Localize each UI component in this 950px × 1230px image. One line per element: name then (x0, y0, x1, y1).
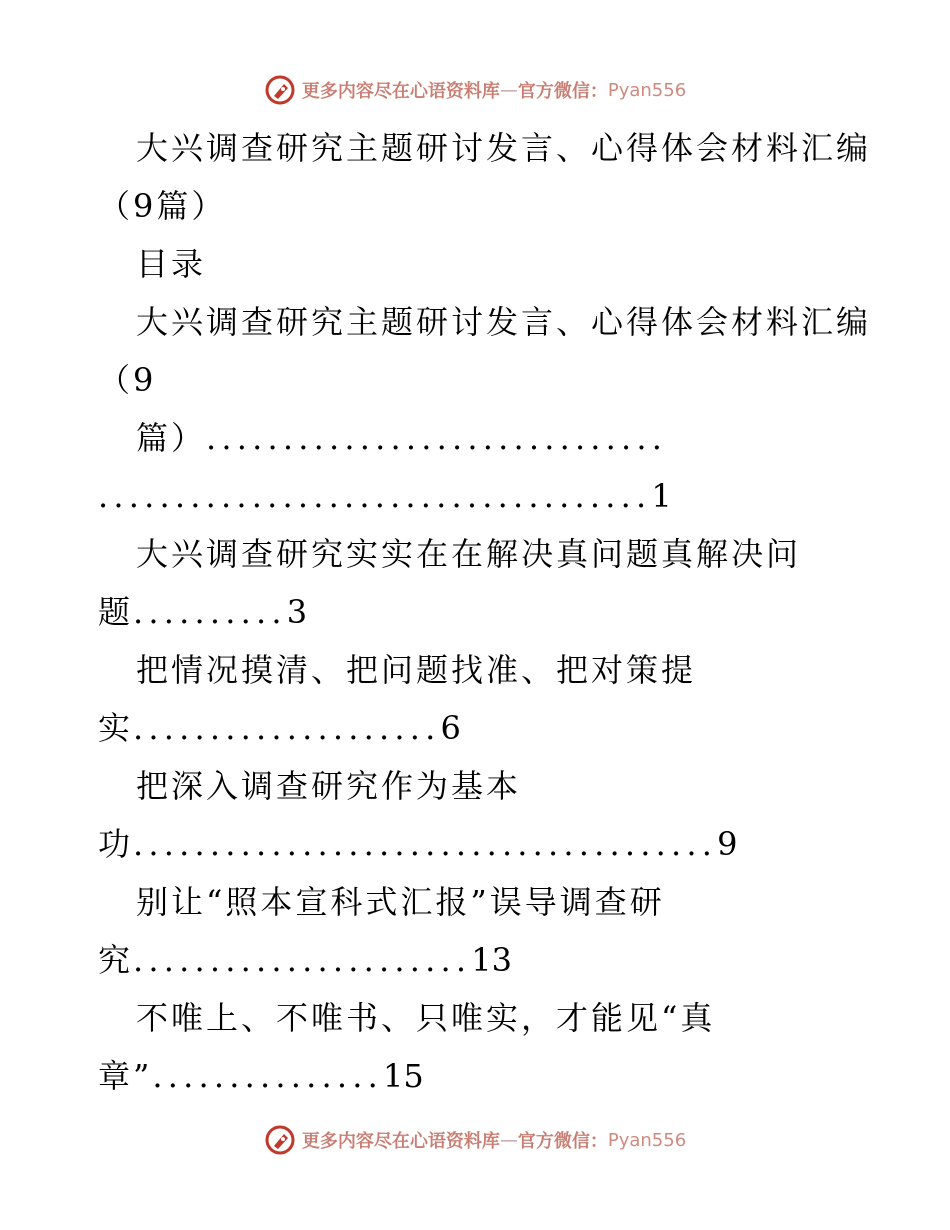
pen-nib-circle-icon (264, 74, 296, 106)
toc-entry-1-title-end: 篇） (136, 419, 207, 457)
doc-title-line1: 大兴调查研究主题研讨发言、心得体会材料汇编 (136, 129, 872, 167)
toc-entry-4-line1: 把深入调查研究作为基本 (136, 767, 522, 805)
toc-entry-2-title-end: 题 (98, 593, 134, 631)
toc-entry-6-title-end: 章” (98, 1057, 153, 1095)
toc-entry-1-dots-b: .................................... (98, 477, 652, 515)
doc-title-line2: （9篇） (98, 187, 227, 225)
toc-entry-5-page: 13 (471, 941, 512, 979)
toc-entry-3-line2 (98, 708, 461, 748)
toc-entry-3-page: 6 (440, 709, 461, 747)
footer-watermark (0, 1120, 950, 1160)
watermark-official: 官方微信： (517, 1131, 608, 1152)
toc-entry-6-line2 (98, 1056, 424, 1096)
toc-entry-6-page: 15 (382, 1057, 424, 1095)
watermark-official: 官方微信： (517, 81, 608, 102)
toc-entry-5-dots: ...................... (133, 941, 472, 979)
toc-entry-3-dots: .................... (133, 709, 441, 747)
toc-entry-2-line1: 大兴调查研究实实在在解决真问题真解决问 (136, 535, 802, 573)
toc-entry-4-dots: ...................................... (133, 825, 718, 863)
watermark-id: Pyan556 (607, 1129, 687, 1151)
watermark-site: 更多内容尽在心语资料库 (301, 81, 500, 102)
watermark-separator: — (499, 79, 518, 101)
toc-entry-2-page: 3 (286, 593, 308, 631)
toc-entry-6-line1: 不唯上、不唯书、只唯实，才能见“真 (136, 999, 716, 1037)
toc-entry-1-line4 (98, 476, 672, 516)
toc-entry-2-line2 (98, 592, 307, 632)
toc-entry-5-line1: 别让“照本宣科式汇报”误导调查研 (136, 883, 665, 921)
toc-entry-5-title-end: 究 (98, 941, 134, 979)
toc-entry-1-line1: 大兴调查研究主题研讨发言、心得体会材料汇编 (136, 303, 872, 341)
toc-entry-2-dots: .......... (133, 593, 287, 631)
watermark-id: Pyan556 (607, 79, 687, 101)
toc-entry-3-line1: 把情况摸清、把问题找准、把对策提 (136, 651, 697, 689)
watermark-separator: — (499, 1129, 518, 1151)
toc-entry-1-line3 (136, 418, 667, 458)
toc-entry-1-line2: （9 (98, 361, 157, 399)
toc-entry-5-line2 (98, 940, 512, 980)
toc-entry-6-dots: ............... (152, 1057, 383, 1095)
pen-nib-circle-icon (264, 1124, 296, 1156)
toc-entry-4-line2 (98, 824, 738, 864)
toc-entry-1-page: 1 (651, 477, 672, 515)
toc-entry-4-page: 9 (717, 825, 738, 863)
toc-entry-1-dots-a: .............................. (206, 419, 668, 457)
watermark-site: 更多内容尽在心语资料库 (301, 1131, 500, 1152)
toc-heading: 目录 (136, 245, 207, 283)
toc-entry-4-title-end: 功 (98, 825, 134, 863)
header-watermark (0, 70, 950, 110)
toc-entry-3-title-end: 实 (98, 709, 134, 747)
